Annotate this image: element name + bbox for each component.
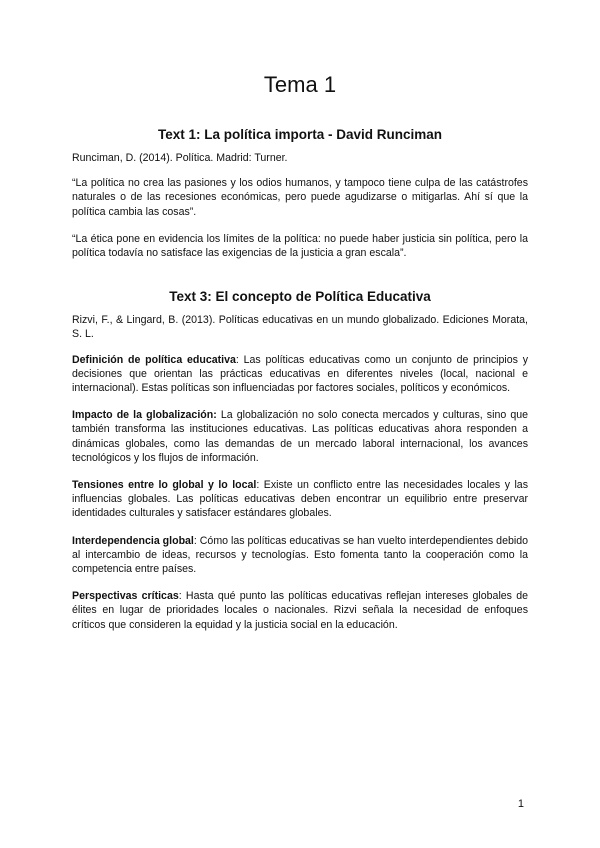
globalization-term: Impacto de la globalización: [72,409,217,422]
interdependence-text: : Cómo las políticas educativas se han vuelto interdependientes debido al intercambio de ideas, recursos y tecnologías. Esto fomenta tanto la cooperación como la competencia entre países. [72,534,528,576]
globalization-text: La globalización no solo conecta mercados y culturas, sino que también transforma las instituciones educativas. Las políticas educativas ahora responden a dinámicas globales, como las demandas de un mercado laboral internacional, los avances tecnológicos y los flujos de información. [72,409,528,464]
section-1-heading: Text 1: La política importa - David Runciman [157,127,443,142]
tensions-item [72,478,528,521]
section-2-heading: Text 3: El concepto de Política Educativa [169,289,431,305]
section-1-quote-1: “La política no crea las pasiones y los odios humanos, y tampoco tiene culpa de las catástrofes naturales o de las recesiones económicas, pero puede agudizarse o mitigarlas. Ahí sí que la política cambia las cosas”. [72,177,528,218]
tensions-text: : Existe un conflicto entre las necesidades locales y las influencias globales. Las políticas educativas deben encontrar un equilibrio entre preservar identidades culturales y satisfacer estándares globales. [72,479,528,520]
tensions-term: Tensiones entre lo global y lo local [72,479,257,492]
critical-perspectives-item [72,589,528,632]
critical-perspectives-text: : Hasta qué punto las políticas educativas reflejan intereses globales de élites en lugar de prioridades locales o nacionales. Rizvi señala la necesidad de enfoques críticos que consideren la equidad y la justicia social en la educación. [72,590,529,631]
definition-text: : Las políticas educativas como un conjunto de principios y decisiones que orientan las prácticas educativas en diferentes niveles (local, nacional e internacional). Estas políticas son influenciadas por factores sociales, políticos y económicos. [72,353,529,395]
definition-item [72,353,528,396]
page-number: 1 [517,798,524,810]
section-1-reference: Runciman, D. (2014). Política. Madrid: Turner. [72,152,288,164]
interdependence-item [72,534,528,577]
section-2-reference: Rizvi, F., & Lingard, B. (2013). Políticas educativas en un mundo globalizado. Ediciones Morata, S. L. [72,314,528,341]
page-content [72,70,528,645]
section-1-quote-2: “La ética pone en evidencia los límites de la política: no puede haber justicia sin política, pero la política todavía no satisface las exigencias de la justicia a gran escala”. [72,232,528,260]
interdependence-term: Interdependencia global [72,534,194,547]
document-title: Tema 1 [263,72,337,97]
critical-perspectives-term: Perspectivas críticas [72,590,179,603]
definition-term: Definición de política educativa [72,353,236,366]
globalization-item [72,408,528,465]
